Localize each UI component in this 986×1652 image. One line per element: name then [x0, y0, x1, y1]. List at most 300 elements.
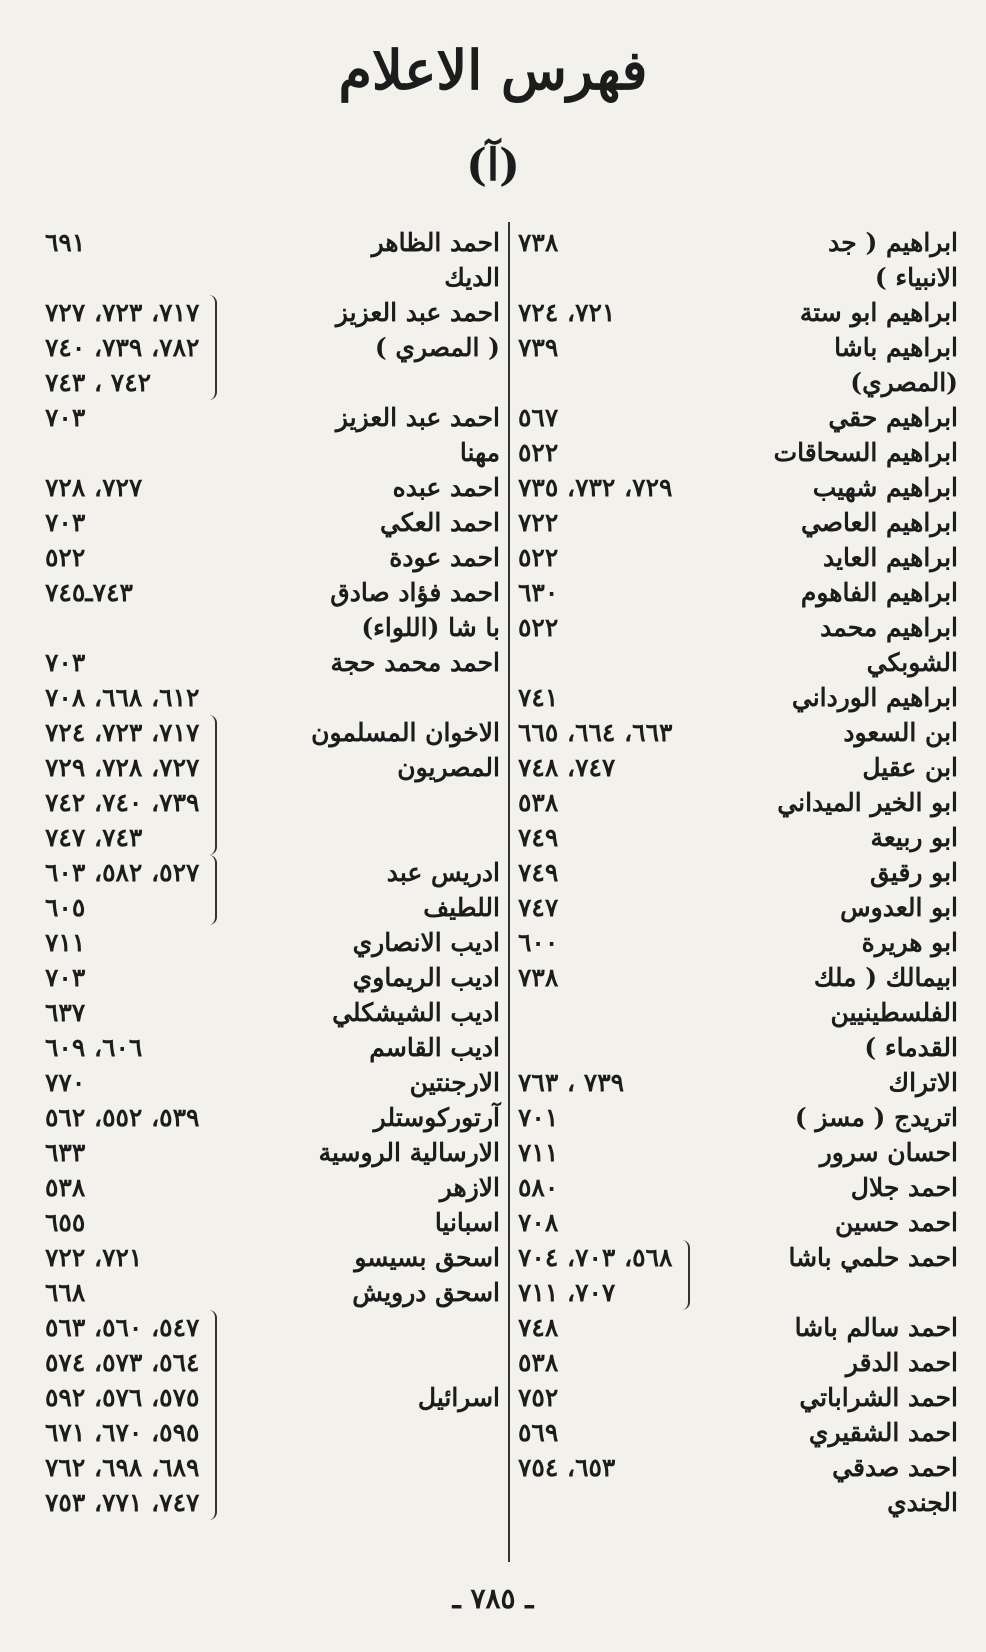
entry-name-line: (المصري)	[850, 368, 958, 397]
entry-pages	[45, 680, 205, 715]
entry-pages	[45, 1065, 91, 1100]
entry-pages-group	[45, 680, 205, 715]
index-entry	[45, 505, 500, 540]
entry-name	[91, 1065, 500, 1100]
entry-name	[564, 435, 958, 470]
entry-page-line: ٥٤٧، ٥٦٠، ٥٦٣	[45, 1313, 200, 1342]
entry-pages	[518, 1065, 630, 1100]
entry-name	[564, 960, 958, 1065]
entry-pages	[45, 470, 148, 505]
entry-pages-group	[518, 400, 564, 435]
entry-name-line: الارسالية الروسية	[318, 1138, 500, 1167]
index-entry	[518, 225, 958, 295]
entry-page-line: ٧٤٩	[518, 823, 559, 852]
entry-page-line: ٧٠٣	[45, 963, 86, 992]
entry-page-line: ٧٣٩، ٧٤٠، ٧٤٢	[45, 788, 200, 817]
entry-pages-group	[518, 505, 564, 540]
entry-pages	[518, 785, 564, 820]
entry-pages-group	[45, 1030, 148, 1065]
entry-pages	[518, 1205, 564, 1240]
column-divider	[508, 222, 510, 1562]
brace-mark	[209, 295, 217, 400]
entry-name	[91, 645, 500, 680]
brace-mark	[209, 1310, 217, 1520]
entry-name-line: ابراهيم ( جد	[828, 228, 958, 257]
index-entry	[45, 1030, 500, 1065]
entry-pages-group	[518, 750, 621, 785]
entry-pages	[518, 1450, 621, 1485]
entry-name-line: ابن السعود	[843, 718, 958, 747]
entry-page-line: ٥٦٧	[518, 403, 559, 432]
entry-name	[564, 1205, 958, 1240]
entry-pages	[518, 505, 564, 540]
entry-page-line: ٦١٢، ٦٦٨، ٧٠٨	[45, 683, 200, 712]
entry-name-line: اسبانيا	[434, 1208, 500, 1237]
index-entry	[518, 855, 958, 890]
entry-page-line: ٥٢٧، ٥٨٢، ٦٠٣	[45, 858, 200, 887]
entry-name	[205, 680, 500, 715]
entry-name-line: احمد الظاهر	[371, 228, 500, 257]
entry-pages	[518, 540, 564, 575]
entry-pages-group	[518, 330, 564, 365]
entry-pages-group	[45, 1065, 91, 1100]
entry-name-line: احمد محمد حجة	[330, 648, 500, 677]
entry-name-line: ابراهيم العاصي	[800, 508, 958, 537]
entry-pages-group	[45, 1310, 221, 1520]
entry-name	[564, 1310, 958, 1345]
entry-page-line: ٧١٧، ٧٢٣، ٧٢٧	[45, 298, 200, 327]
entry-page-line: ٥٧٥، ٥٧٦، ٥٩٢	[45, 1383, 200, 1412]
entry-name	[564, 785, 958, 820]
entry-pages	[45, 1100, 205, 1135]
entry-pages	[518, 575, 564, 610]
entry-page-line: ٥٦٨، ٧٠٣، ٧٠٤	[518, 1243, 673, 1272]
index-entry	[45, 1065, 500, 1100]
entry-name	[678, 470, 958, 505]
entry-name-line: المصريون	[397, 753, 500, 782]
entry-page-line: ٧٥٢	[518, 1383, 559, 1412]
entry-name-line: ابو هريرة	[861, 928, 958, 957]
entry-name-line: احمد الشقيري	[808, 1418, 958, 1447]
entry-name	[564, 820, 958, 855]
entry-name	[564, 1415, 958, 1450]
entry-name	[91, 505, 500, 540]
page-title: فهرس الاعلام	[338, 38, 648, 102]
entry-name	[621, 1450, 958, 1520]
entry-page-line: ٧٤٢ ، ٧٤٣	[45, 368, 152, 397]
entry-pages	[45, 995, 91, 1030]
entry-name-line: ابيمالك ( ملك	[813, 963, 958, 992]
entry-page-line: ٥٩٥، ٦٧٠، ٦٧١	[45, 1418, 200, 1447]
entry-pages-group	[518, 1415, 564, 1450]
index-entry	[518, 1135, 958, 1170]
entry-pages-group	[518, 925, 564, 960]
entry-pages-group	[518, 715, 678, 750]
entry-name-line: اسحق درويش	[352, 1278, 500, 1307]
entry-page-line: ٧٨٢، ٧٣٩، ٧٤٠	[45, 333, 200, 362]
entry-pages	[45, 1310, 205, 1520]
entry-name	[630, 1065, 958, 1100]
entry-name-line	[221, 1485, 500, 1520]
entry-pages-group	[45, 295, 221, 400]
entry-pages	[518, 925, 564, 960]
entry-pages	[518, 715, 678, 750]
entry-name-line: احمد جلال	[850, 1173, 958, 1202]
entry-name-line: ابو الخير الميداني	[777, 788, 958, 817]
entry-page-line: ٥٦٤، ٥٧٣، ٥٧٤	[45, 1348, 200, 1377]
entry-name-line: احمد فؤاد صادق	[330, 578, 500, 607]
entry-name-line	[221, 785, 500, 820]
entry-pages	[45, 505, 91, 540]
index-column-right	[518, 225, 958, 1520]
entry-page-line: ٧٢٧، ٧٢٨، ٧٢٩	[45, 753, 200, 782]
entry-name	[564, 1100, 958, 1135]
entry-name	[91, 1135, 500, 1170]
entry-name-line: آرتوركوستلر	[373, 1103, 500, 1132]
entry-name-line: ابراهيم الورداني	[791, 683, 958, 712]
index-entry	[45, 540, 500, 575]
entry-name-line: الاخوان المسلمون	[311, 718, 500, 747]
entry-name	[221, 715, 500, 855]
entry-page-line: ٧٢١، ٧٢٤	[518, 298, 616, 327]
entry-pages-group	[45, 855, 221, 925]
entry-name	[148, 470, 500, 505]
index-entry	[518, 680, 958, 715]
entry-name	[91, 1205, 500, 1240]
entry-name-line: ادريس عبد	[386, 858, 500, 887]
entry-name-line: اديب الشيشكلي	[332, 998, 500, 1027]
entry-name	[564, 575, 958, 610]
entry-page-line: ٧٤٣، ٧٤٧	[45, 823, 143, 852]
entry-pages-group	[518, 855, 564, 890]
entry-pages-group	[518, 1205, 564, 1240]
entry-name	[91, 540, 500, 575]
index-entry	[518, 925, 958, 960]
entry-pages	[45, 1205, 91, 1240]
entry-name	[564, 1135, 958, 1170]
entry-name	[139, 575, 500, 645]
entry-page-line: ٧٤٧، ٧٧١، ٧٥٣	[45, 1488, 200, 1517]
entry-name-line	[221, 365, 500, 400]
entry-pages	[45, 540, 91, 575]
index-entry	[45, 470, 500, 505]
entry-page-line: ٧٣٩	[518, 333, 559, 362]
entry-pages-group	[518, 295, 621, 330]
entry-page-line: ٥٢٢	[518, 613, 559, 642]
entry-pages	[45, 1135, 91, 1170]
index-entry	[45, 680, 500, 715]
entry-page-line: ٧٠٧، ٧١١	[518, 1278, 616, 1307]
entry-name-line: ابن عقيل	[862, 753, 958, 782]
index-column-left	[45, 225, 500, 1520]
index-entry	[518, 540, 958, 575]
entry-name-line	[221, 820, 500, 855]
entry-name	[678, 715, 958, 750]
entry-pages	[45, 295, 205, 400]
entry-name-line: القدماء )	[864, 1033, 958, 1062]
entry-pages	[518, 330, 564, 365]
entry-page-line: ٧٤٩	[518, 858, 559, 887]
entry-name-line: احمد سالم باشا	[794, 1313, 958, 1342]
entry-name	[564, 680, 958, 715]
entry-name-line	[221, 1310, 500, 1345]
entry-page-line: ٧١١	[45, 928, 86, 957]
index-entry	[45, 1170, 500, 1205]
index-entry	[45, 1100, 500, 1135]
index-entry	[45, 960, 500, 995]
entry-name-line: ابراهيم حقي	[828, 403, 958, 432]
entry-pages	[518, 470, 678, 505]
entry-pages	[45, 855, 205, 925]
index-entry	[45, 1135, 500, 1170]
entry-pages-group	[518, 575, 564, 610]
entry-name	[564, 855, 958, 890]
entry-page-line: ٧٤٨	[518, 1313, 559, 1342]
index-entry	[518, 295, 958, 330]
entry-pages-group	[45, 1205, 91, 1240]
entry-page-line: ٦٣٧	[45, 998, 86, 1027]
entry-name-line: احمد حسين	[834, 1208, 958, 1237]
entry-name-line: ابو رقيق	[870, 858, 958, 887]
entry-pages	[45, 225, 91, 260]
entry-pages	[518, 295, 621, 330]
entry-name	[205, 1100, 500, 1135]
index-entry	[518, 1205, 958, 1240]
entry-pages-group	[518, 1065, 630, 1100]
entry-name-line: احمد حلمي باشا	[788, 1243, 958, 1272]
entry-name-line: الشوبكي	[866, 648, 958, 677]
entry-page-line: ٦٣٠	[518, 578, 559, 607]
entry-page-line: ٦٦٨	[45, 1278, 86, 1307]
entry-pages	[518, 1415, 564, 1450]
entry-name-line: الفلسطينيين	[830, 998, 958, 1027]
entry-page-line: ٧٠٣	[45, 508, 86, 537]
entry-page-line: ٧٧٠	[45, 1068, 86, 1097]
entry-name-line: احمد الدقر	[845, 1348, 958, 1377]
entry-name	[221, 295, 500, 400]
entry-pages-group	[518, 540, 564, 575]
entry-pages-group	[45, 225, 91, 260]
index-entry	[518, 1065, 958, 1100]
entry-pages-group	[45, 470, 148, 505]
entry-pages	[518, 1135, 564, 1170]
entry-name	[564, 1170, 958, 1205]
entry-page-line: ٥٢٢	[518, 543, 559, 572]
index-entry	[518, 470, 958, 505]
index-entry	[518, 610, 958, 680]
entry-pages	[518, 225, 564, 260]
entry-pages	[518, 400, 564, 435]
entry-name-line: اسحق بسيسو	[354, 1243, 500, 1272]
entry-page-line: ٥٢٢	[45, 543, 86, 572]
entry-page-line: ٧٠٨	[518, 1208, 559, 1237]
entry-pages-group	[518, 1345, 564, 1380]
index-entry	[518, 750, 958, 785]
entry-pages	[518, 820, 564, 855]
entry-pages	[518, 1100, 564, 1135]
entry-name	[91, 925, 500, 960]
entry-page-line: ٦٥٣، ٧٥٤	[518, 1453, 616, 1482]
entry-name	[91, 225, 500, 295]
entry-pages	[45, 1240, 148, 1275]
entry-pages-group	[518, 435, 564, 470]
entry-name-line: الاتراك	[888, 1068, 958, 1097]
entry-name	[221, 855, 500, 925]
entry-name-line: احمد العكي	[380, 508, 500, 537]
entry-name-line: اتريدج ( مسز )	[794, 1103, 958, 1132]
page-number: ـ ٧٨٥ ـ	[452, 1582, 534, 1615]
entry-name	[564, 400, 958, 435]
entry-pages-group	[45, 505, 91, 540]
entry-pages-group	[45, 995, 91, 1030]
entry-name	[564, 1345, 958, 1380]
entry-name-line	[694, 1275, 958, 1310]
entry-pages-group	[45, 1240, 148, 1275]
entry-page-line: ٦٨٩، ٦٩٨، ٧٦٢	[45, 1453, 200, 1482]
index-entry	[45, 995, 500, 1030]
entry-pages-group	[518, 890, 564, 925]
index-entry	[518, 1450, 958, 1520]
entry-name-line: احمد عبد العزيز	[335, 403, 500, 432]
entry-pages-group	[518, 1380, 564, 1415]
entry-name-line: الديك	[444, 263, 500, 292]
index-entry	[518, 1380, 958, 1415]
entry-name	[148, 1030, 500, 1065]
entry-name-line: مهنا	[459, 438, 500, 467]
entry-name	[564, 505, 958, 540]
entry-page-line: ٧٣٨	[518, 963, 559, 992]
entry-name-line: احمد عبده	[392, 473, 500, 502]
entry-name-line: ( المصري )	[374, 333, 500, 362]
entry-page-line: ٧٤٧، ٧٤٨	[518, 753, 616, 782]
entry-pages-group	[518, 1170, 564, 1205]
index-entry	[518, 890, 958, 925]
entry-name-line: اللطيف	[423, 893, 500, 922]
entry-name-line: ابراهيم محمد	[820, 613, 958, 642]
entry-pages	[518, 890, 564, 925]
entry-page-line: ٧٢١، ٧٢٢	[45, 1243, 143, 1272]
entry-pages-group	[518, 680, 564, 715]
entry-page-line: ٧٢٧، ٧٢٨	[45, 473, 143, 502]
entry-page-line: ٥٣٩، ٥٥٢، ٥٦٢	[45, 1103, 200, 1132]
entry-page-line: ٧١٧، ٧٢٣، ٧٢٤	[45, 718, 200, 747]
entry-name-line: با شا (اللواء)	[361, 613, 500, 642]
index-entry	[518, 820, 958, 855]
entry-pages-group	[518, 1450, 621, 1485]
entry-page-line: ٥٣٨	[518, 788, 559, 817]
index-entry	[518, 785, 958, 820]
entry-pages-group	[518, 225, 564, 260]
entry-name	[221, 1310, 500, 1520]
entry-pages	[518, 855, 564, 890]
entry-page-line: ٧٠٣	[45, 648, 86, 677]
index-entry	[518, 330, 958, 400]
entry-pages-group	[45, 645, 91, 680]
entry-page-line: ٧٤٣ـ٧٤٥	[45, 578, 133, 607]
entry-pages-group	[518, 1310, 564, 1345]
entry-page-line: ٧٣٨	[518, 228, 559, 257]
index-entry	[518, 1100, 958, 1135]
entry-name-line: الازهر	[439, 1173, 500, 1202]
entry-pages	[518, 960, 564, 995]
entry-name	[564, 540, 958, 575]
entry-name	[91, 1170, 500, 1205]
entry-page-line: ٧٤٧	[518, 893, 559, 922]
entry-name-line: اديب القاسم	[369, 1033, 500, 1062]
entry-name	[91, 995, 500, 1030]
entry-pages-group	[45, 925, 91, 960]
entry-pages-group	[45, 400, 91, 435]
entry-page-line: ٥٢٢	[518, 438, 559, 467]
entry-page-line: ٥٦٩	[518, 1418, 559, 1447]
index-entry	[45, 1205, 500, 1240]
index-entry	[45, 645, 500, 680]
entry-pages	[45, 925, 91, 960]
entry-name-line: ابو ربيعة	[870, 823, 958, 852]
index-entry	[45, 1310, 500, 1520]
entry-name-line: احمد الشراباتي	[799, 1383, 958, 1412]
entry-name-line: الانبياء )	[874, 263, 958, 292]
index-entry	[45, 1240, 500, 1275]
index-entry	[518, 400, 958, 435]
entry-pages-group	[45, 1100, 205, 1135]
entry-page-line: ٦٠٥	[45, 893, 86, 922]
index-entry	[518, 960, 958, 1065]
entry-pages-group	[45, 960, 91, 995]
entry-name-line: ابراهيم ابو ستة	[799, 298, 958, 327]
entry-name	[91, 960, 500, 995]
entry-name-line: الارجنتين	[409, 1068, 500, 1097]
index-entry	[518, 1415, 958, 1450]
entry-name-line: ابراهيم الفاهوم	[800, 578, 958, 607]
entry-name-line: احسان سرور	[819, 1138, 958, 1167]
entry-page-line: ٥٨٠	[518, 1173, 559, 1202]
entry-pages	[45, 1275, 91, 1310]
brace-mark	[209, 715, 217, 855]
index-entry	[518, 1170, 958, 1205]
entry-name-line: احمد صدقي	[832, 1453, 958, 1482]
entry-name-line: ابراهيم العايد	[822, 543, 958, 572]
entry-name-line: ابراهيم شهيب	[812, 473, 958, 502]
index-entry	[45, 855, 500, 925]
entry-page-line: ٧٠٣	[45, 403, 86, 432]
entry-pages	[45, 1030, 148, 1065]
entry-pages-group	[45, 575, 139, 610]
entry-pages	[518, 610, 564, 645]
entry-pages-group	[45, 715, 221, 855]
entry-page-line: ٦٥٥	[45, 1208, 86, 1237]
entry-name	[91, 400, 500, 470]
entry-name	[564, 330, 958, 400]
entry-pages	[518, 435, 564, 470]
entry-name	[621, 295, 958, 330]
entry-page-line: ٦٣٣	[45, 1138, 86, 1167]
entry-pages	[518, 1310, 564, 1345]
entry-pages-group	[518, 610, 564, 645]
index-entry	[518, 715, 958, 750]
entry-page-line: ٦٠٠	[518, 928, 559, 957]
index-entry	[45, 575, 500, 645]
entry-pages-group	[45, 540, 91, 575]
entry-page-line: ٧٢٩، ٧٣٢، ٧٣٥	[518, 473, 673, 502]
entry-name	[148, 1240, 500, 1275]
entry-name	[91, 1275, 500, 1310]
entry-pages	[45, 1170, 91, 1205]
entry-name-line: ابراهيم السحاقات	[773, 438, 958, 467]
entry-pages-group	[518, 1240, 694, 1310]
entry-name-line	[221, 1415, 500, 1450]
entry-pages-group	[518, 820, 564, 855]
